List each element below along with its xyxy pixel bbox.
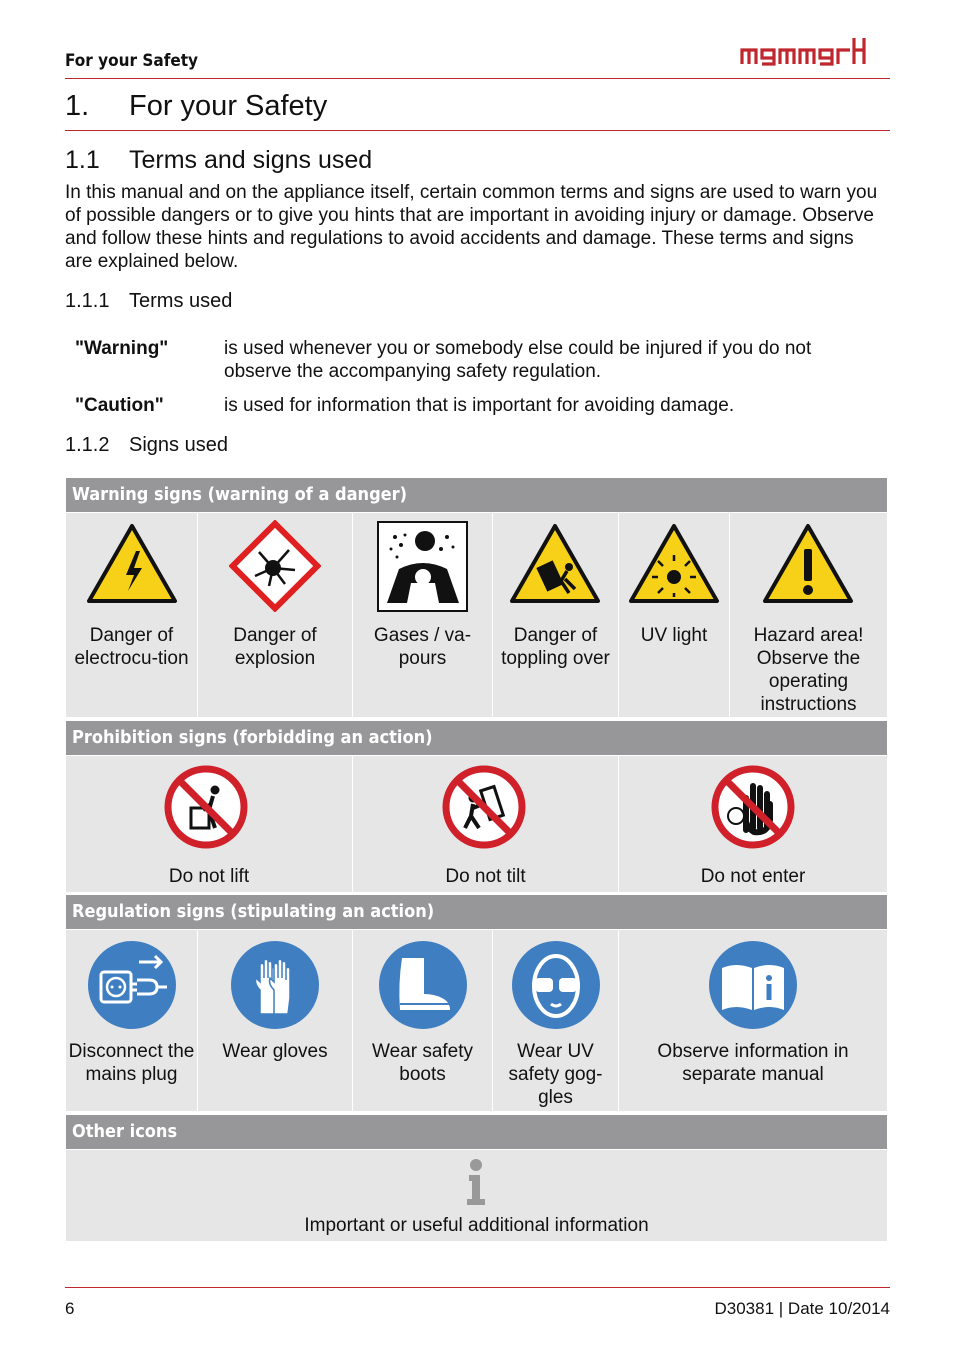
chapter-number: 1. bbox=[65, 90, 90, 122]
gas-vapour-warning-icon bbox=[377, 521, 468, 612]
document-id: D30381 | Date 10/2014 bbox=[714, 1299, 890, 1318]
sign-label: Hazard area! Observe the operating instructions bbox=[753, 625, 864, 715]
do-not-tilt-icon bbox=[441, 764, 527, 850]
memmert-logo bbox=[740, 30, 890, 72]
sign-cell-do-not-tilt bbox=[353, 756, 618, 892]
section-title: Terms and signs used bbox=[129, 146, 373, 174]
sign-cell-boots bbox=[353, 930, 492, 1111]
term-warning: "Warning" bbox=[75, 338, 169, 359]
term-caution: "Caution" bbox=[75, 395, 164, 416]
sign-cell-gloves bbox=[198, 930, 352, 1111]
page-number: 6 bbox=[65, 1299, 75, 1318]
sign-label: UV light bbox=[640, 625, 708, 646]
do-not-lift-icon bbox=[163, 764, 249, 850]
hazard-area-warning-icon bbox=[762, 523, 854, 605]
sign-cell-manual bbox=[619, 930, 887, 1111]
uv-goggles-icon bbox=[511, 940, 601, 1030]
term-warning-desc: is used whenever you or somebody else could be injured if you do not observe the accompanying safety regulation. bbox=[224, 338, 812, 382]
other-icons-heading: Other icons bbox=[66, 1115, 887, 1149]
sign-cell-do-not-lift bbox=[66, 756, 352, 892]
sign-label: Danger of explosion bbox=[233, 625, 317, 669]
electrocution-warning-icon bbox=[86, 523, 178, 605]
icon-cell-info bbox=[66, 1150, 887, 1241]
page-header bbox=[65, 48, 890, 79]
sign-cell-goggles bbox=[493, 930, 618, 1111]
chapter-heading bbox=[65, 90, 890, 131]
sign-label: Wear safety boots bbox=[371, 1041, 474, 1085]
sign-cell-gases bbox=[353, 513, 492, 717]
do-not-enter-icon bbox=[710, 764, 796, 850]
gloves-icon bbox=[230, 940, 320, 1030]
regulation-signs-heading: Regulation signs (stipulating an action) bbox=[66, 895, 887, 929]
explosion-warning-icon bbox=[229, 520, 321, 612]
safety-boots-icon bbox=[378, 940, 468, 1030]
sign-cell-hazard bbox=[730, 513, 887, 717]
sign-cell-uv bbox=[619, 513, 729, 717]
manual-info-icon bbox=[708, 940, 798, 1030]
sign-label: Do not tilt bbox=[445, 866, 526, 887]
info-icon bbox=[464, 1159, 488, 1205]
section-number: 1.1 bbox=[65, 146, 100, 174]
sign-label: Wear UV safety gog-gles bbox=[508, 1041, 603, 1108]
sign-cell-electrocution bbox=[66, 513, 197, 717]
chapter-title: For your Safety bbox=[129, 90, 328, 122]
sign-label: Important or useful additional information bbox=[304, 1215, 649, 1236]
uv-light-warning-icon bbox=[628, 523, 720, 605]
term-caution-desc: is used for information that is important for avoiding damage. bbox=[224, 395, 735, 416]
sign-label: Wear gloves bbox=[222, 1041, 328, 1062]
unplug-icon bbox=[87, 940, 177, 1030]
sign-cell-unplug bbox=[66, 930, 197, 1111]
sign-cell-do-not-enter bbox=[619, 756, 887, 892]
signs-heading-number: 1.1.2 bbox=[65, 434, 110, 456]
sign-label: Gases / va-pours bbox=[373, 625, 472, 669]
sign-label: Observe information in separate manual bbox=[657, 1041, 849, 1085]
terms-heading-title: Terms used bbox=[129, 290, 233, 312]
sign-cell-explosion bbox=[198, 513, 352, 717]
intro-paragraph: In this manual and on the appliance itself, certain common terms and signs are used to warn you of possible dangers or to give you hints that are important in avoiding injury or damage. Observe and follow these hints and regulations to avoid accidents and damage. These terms and signs are explained below. bbox=[65, 182, 878, 272]
terms-heading-number: 1.1.1 bbox=[65, 290, 110, 312]
sign-cell-toppling bbox=[493, 513, 618, 717]
warning-signs-heading: Warning signs (warning of a danger) bbox=[66, 478, 887, 512]
running-title: For your Safety bbox=[65, 51, 199, 71]
toppling-warning-icon bbox=[509, 523, 601, 605]
sign-label: Do not enter bbox=[700, 866, 806, 887]
sign-label: Danger of electrocu-tion bbox=[74, 625, 189, 669]
sign-label: Do not lift bbox=[168, 866, 250, 887]
sign-label: Disconnect the mains plug bbox=[68, 1041, 195, 1085]
footer-divider bbox=[65, 1287, 890, 1288]
signs-heading-title: Signs used bbox=[129, 434, 228, 456]
sign-label: Danger of toppling over bbox=[501, 625, 610, 669]
prohibition-signs-heading: Prohibition signs (forbidding an action) bbox=[66, 721, 887, 755]
